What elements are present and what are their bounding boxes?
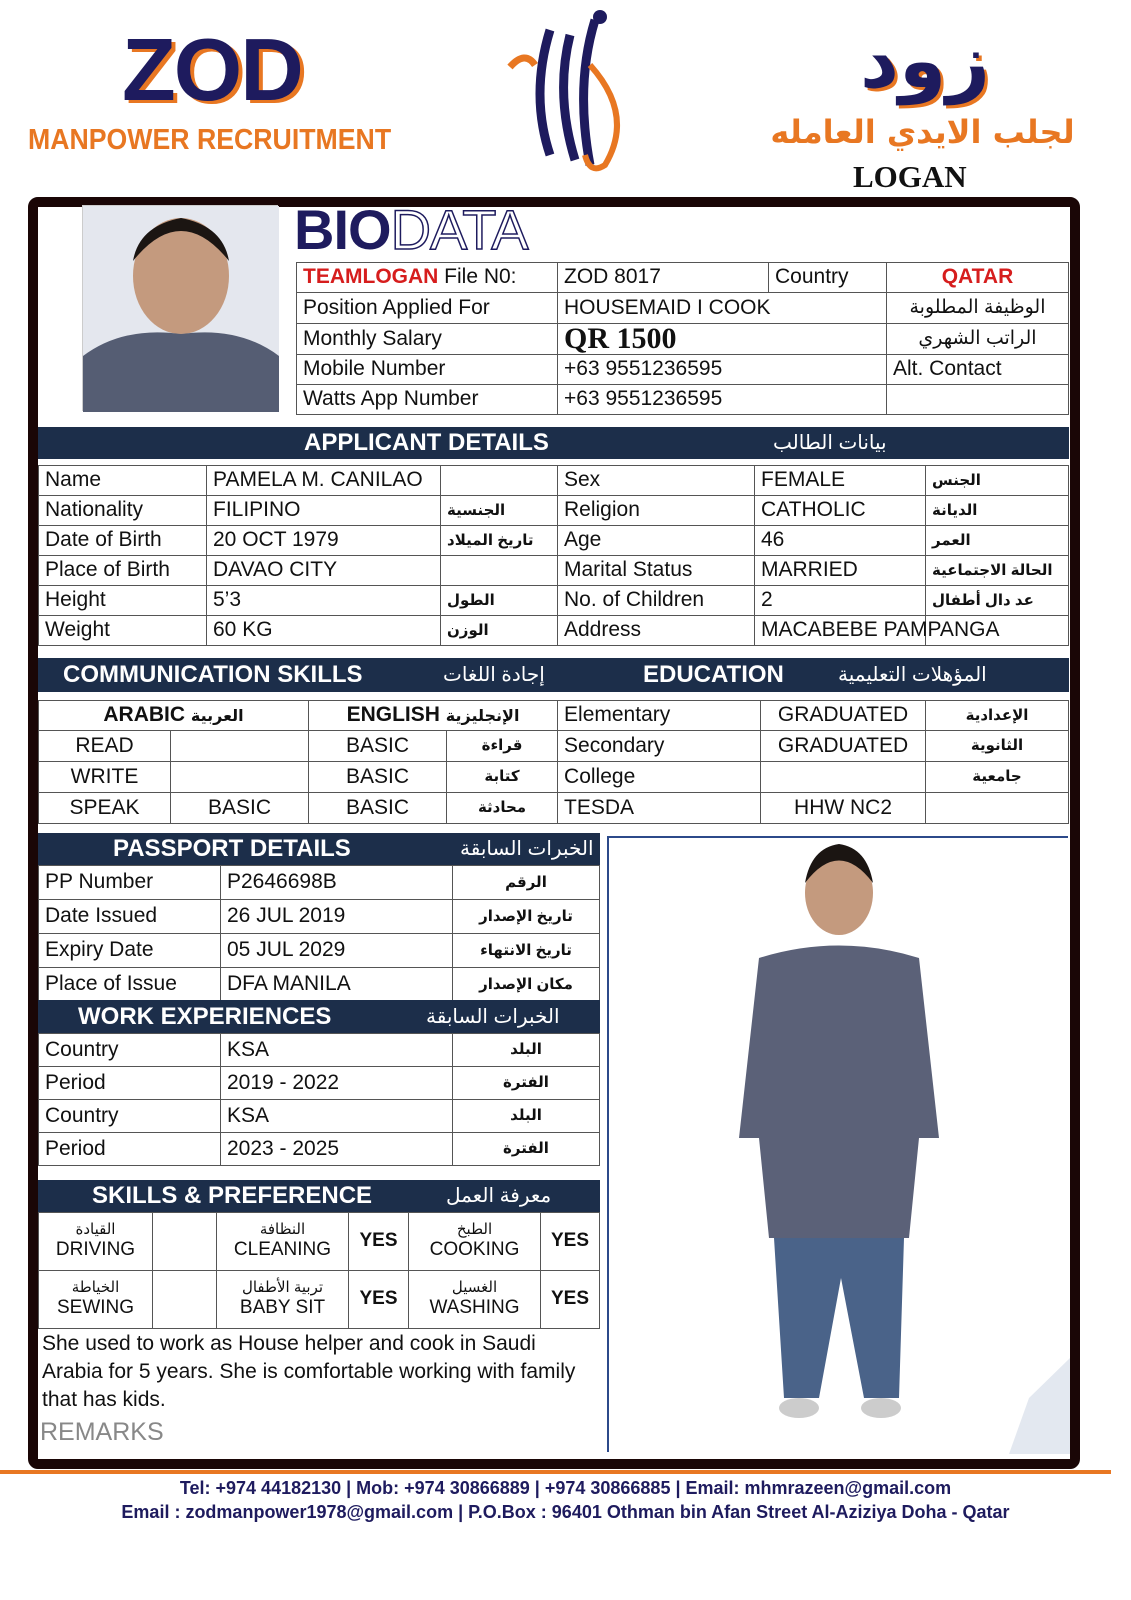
skill-cell: الطبخ COOKING (409, 1213, 541, 1271)
value: MARRIED (755, 556, 926, 586)
alt-contact-label: Alt. Contact (887, 355, 1069, 385)
arabic-level (171, 762, 309, 793)
applicant-table (38, 465, 1069, 646)
label-ar: الديانة (926, 496, 1069, 526)
edu-title-ar: المؤهلات التعليمية (838, 664, 987, 686)
table-row (39, 866, 600, 900)
skill-ar: محادثة (447, 793, 558, 824)
field-ar: الفترة (453, 1067, 600, 1100)
work-table (38, 1033, 600, 1166)
english-header: ENGLISH الإنجليزية (309, 701, 558, 731)
value: MACABEBE PAMPANGA (755, 616, 926, 646)
passport-title: PASSPORT DETAILS (113, 835, 351, 862)
table-row (39, 793, 1069, 824)
mobile-value: +63 9551236595 (558, 355, 887, 385)
section-title-ar: بيانات الطالب (773, 432, 887, 454)
table-row (39, 934, 600, 968)
field-value: 05 JUL 2029 (221, 934, 453, 968)
label-ar: عد دال أطفال (926, 586, 1069, 616)
edu-ar: جامعية (926, 762, 1069, 793)
remarks-label: REMARKS (40, 1418, 164, 1446)
passport-band (38, 833, 600, 865)
mobile-label: Mobile Number (297, 355, 558, 385)
file-no: ZOD 8017 (558, 263, 769, 293)
field-ar: البلد (453, 1034, 600, 1067)
page-title (294, 198, 528, 261)
label: Name (39, 466, 207, 496)
position-ar: الوظيفة المطلوبة (887, 293, 1069, 324)
footer-contact-line: Tel: +974 44182130 | Mob: +974 30866889 | +974 30866885 | Email: mhmrazeen@gmail.com (179, 1478, 952, 1498)
title-outline: DATA (390, 198, 528, 261)
skill-label: WRITE (39, 762, 171, 793)
whatsapp-value: +63 9551236595 (558, 385, 887, 415)
elementary-value: GRADUATED (761, 701, 926, 731)
arabic-brand: زود (860, 16, 990, 105)
work-band (38, 1000, 600, 1033)
table-row (39, 1271, 600, 1329)
skill-cell: القيادة DRIVING (39, 1213, 153, 1271)
arabic-tagline: لجلب الايدي العامله (770, 113, 1075, 151)
applicant-details-band (38, 427, 1069, 459)
passport-table (38, 865, 600, 1002)
applicant-full-photo (607, 836, 1068, 1452)
field-value: 2023 - 2025 (221, 1133, 453, 1166)
skills-title: SKILLS & PREFERENCE (92, 1182, 373, 1209)
value: 2 (755, 586, 926, 616)
table-row (39, 1213, 600, 1271)
table-row (39, 731, 1069, 762)
arabic-header: ARABIC العربية (39, 701, 309, 731)
field-label: Country (39, 1034, 221, 1067)
field-label: Country (39, 1100, 221, 1133)
table-row (39, 556, 1069, 586)
edu-ar: الثانوية (926, 731, 1069, 762)
country-label: Country (769, 263, 887, 293)
salary-value: QR 1500 (558, 324, 887, 355)
skills-table (38, 1212, 600, 1329)
value: PAMELA M. CANILAO (207, 466, 441, 496)
field-label: Expiry Date (39, 934, 221, 968)
arabic-level (171, 731, 309, 762)
value: FILIPINO (207, 496, 441, 526)
edu-title: EDUCATION (643, 661, 784, 688)
table-row (39, 466, 1069, 496)
file-label: TEAMLOGAN File N0: (297, 263, 558, 293)
table-row (39, 1100, 600, 1133)
label: Religion (558, 496, 755, 526)
field-label: Period (39, 1133, 221, 1166)
edu-status: GRADUATED (761, 731, 926, 762)
skill-cell: تربية الأطفال BABY SIT (217, 1271, 349, 1329)
field-value: KSA (221, 1034, 453, 1067)
skills-title-ar: معرفة العمل (446, 1185, 552, 1207)
table-row (39, 526, 1069, 556)
skill-ar: قراءة (447, 731, 558, 762)
label: Weight (39, 616, 207, 646)
english-level: BASIC (309, 731, 447, 762)
value: CATHOLIC (755, 496, 926, 526)
label: Date of Birth (39, 526, 207, 556)
value: 5’3 (207, 586, 441, 616)
communication-education-band (38, 658, 1069, 692)
label-ar: العمر (926, 526, 1069, 556)
label: Sex (558, 466, 755, 496)
table-row (39, 900, 600, 934)
comm-title: COMMUNICATION SKILLS (63, 661, 363, 688)
label-ar: الحالة الاجتماعية (926, 556, 1069, 586)
edu-level: Secondary (558, 731, 761, 762)
value: 20 OCT 1979 (207, 526, 441, 556)
whatsapp-label: Watts App Number (297, 385, 558, 415)
skill-ar: كتابة (447, 762, 558, 793)
value: 60 KG (207, 616, 441, 646)
edu-ar (926, 793, 1069, 824)
field-ar: مكان الإصدار (453, 968, 600, 1002)
field-ar: الرقم (453, 866, 600, 900)
field-label: Period (39, 1067, 221, 1100)
field-ar: تاريخ الانتهاء (453, 934, 600, 968)
salary-label: Monthly Salary (297, 324, 558, 355)
skill-yes (153, 1271, 217, 1329)
label-ar: الجنس (926, 466, 1069, 496)
field-value: 2019 - 2022 (221, 1067, 453, 1100)
label: No. of Children (558, 586, 755, 616)
elementary-ar: الإعدادية (926, 701, 1069, 731)
label-ar (441, 466, 558, 496)
english-level: BASIC (309, 793, 447, 824)
position-label: Position Applied For (297, 293, 558, 324)
table-row (39, 586, 1069, 616)
position-value: HOUSEMAID I COOK (558, 293, 887, 324)
skill-yes (153, 1213, 217, 1271)
edu-status: HHW NC2 (761, 793, 926, 824)
comm-education-table (38, 700, 1069, 824)
skill-yes: YES (349, 1213, 409, 1271)
label: Age (558, 526, 755, 556)
value: 46 (755, 526, 926, 556)
top-info-table (296, 262, 1069, 415)
comm-title-ar: إجادة اللغات (443, 664, 545, 686)
passport-title-ar: الخبرات السابقة (460, 838, 594, 860)
field-ar: تاريخ الإصدار (453, 900, 600, 934)
applicant-portrait (82, 205, 278, 411)
edu-level: TESDA (558, 793, 761, 824)
field-ar: البلد (453, 1100, 600, 1133)
label: Height (39, 586, 207, 616)
value: DAVAO CITY (207, 556, 441, 586)
table-row (39, 968, 600, 1002)
skill-label: READ (39, 731, 171, 762)
label-ar (441, 556, 558, 586)
field-ar: الفترة (453, 1133, 600, 1166)
label-ar: الوزن (441, 616, 558, 646)
field-value: DFA MANILA (221, 968, 453, 1002)
arabic-level: BASIC (171, 793, 309, 824)
work-title-ar: الخبرات السابقة (426, 1005, 560, 1028)
remarks-text: She used to work as House helper and cook in Saudi Arabia for 5 years. She is comfortable working with family that has kids. (42, 1332, 576, 1411)
footer-divider (0, 1470, 1111, 1474)
label-ar: الجنسية (441, 496, 558, 526)
footer-address-line: Email : zodmanpower1978@gmail.com | P.O.Box : 96401 Othman bin Afan Street Al-Aziziya Doha - Qatar (121, 1502, 1010, 1522)
label-ar: الطول (441, 586, 558, 616)
logan-label: LOGAN (853, 159, 967, 194)
field-label: PP Number (39, 866, 221, 900)
table-row (39, 616, 1069, 646)
title-bold: BIO (294, 198, 391, 261)
country-value: QATAR (887, 263, 1069, 293)
section-title: APPLICANT DETAILS (304, 429, 549, 456)
table-row (39, 1133, 600, 1166)
skills-band (38, 1180, 600, 1212)
whatsapp-alt (887, 385, 1069, 415)
elementary-label: Elementary (558, 701, 761, 731)
table-row (39, 762, 1069, 793)
label: Nationality (39, 496, 207, 526)
skill-cell: الغسيل WASHING (409, 1271, 541, 1329)
field-label: Place of Issue (39, 968, 221, 1002)
brand-logo-text: ZOD (122, 20, 302, 119)
label: Address (558, 616, 755, 646)
label: Place of Birth (39, 556, 207, 586)
skill-cell: الخياطة SEWING (39, 1271, 153, 1329)
field-label: Date Issued (39, 900, 221, 934)
skill-yes: YES (349, 1271, 409, 1329)
table-row (39, 1034, 600, 1067)
label: Marital Status (558, 556, 755, 586)
skill-yes: YES (541, 1271, 600, 1329)
skill-label: SPEAK (39, 793, 171, 824)
work-title: WORK EXPERIENCES (78, 1002, 332, 1030)
salary-ar: الراتب الشهري (887, 324, 1069, 355)
edu-level: College (558, 762, 761, 793)
field-value: P2646698B (221, 866, 453, 900)
table-row (39, 496, 1069, 526)
brand-tagline: MANPOWER RECRUITMENT (28, 124, 392, 156)
field-value: 26 JUL 2019 (221, 900, 453, 934)
skill-yes: YES (541, 1213, 600, 1271)
english-level: BASIC (309, 762, 447, 793)
company-logo-icon (500, 5, 635, 175)
edu-status (761, 762, 926, 793)
field-value: KSA (221, 1100, 453, 1133)
skill-cell: النظافة CLEANING (217, 1213, 349, 1271)
value: FEMALE (755, 466, 926, 496)
label-ar: تاريخ الميلاد (441, 526, 558, 556)
table-row (39, 1067, 600, 1100)
